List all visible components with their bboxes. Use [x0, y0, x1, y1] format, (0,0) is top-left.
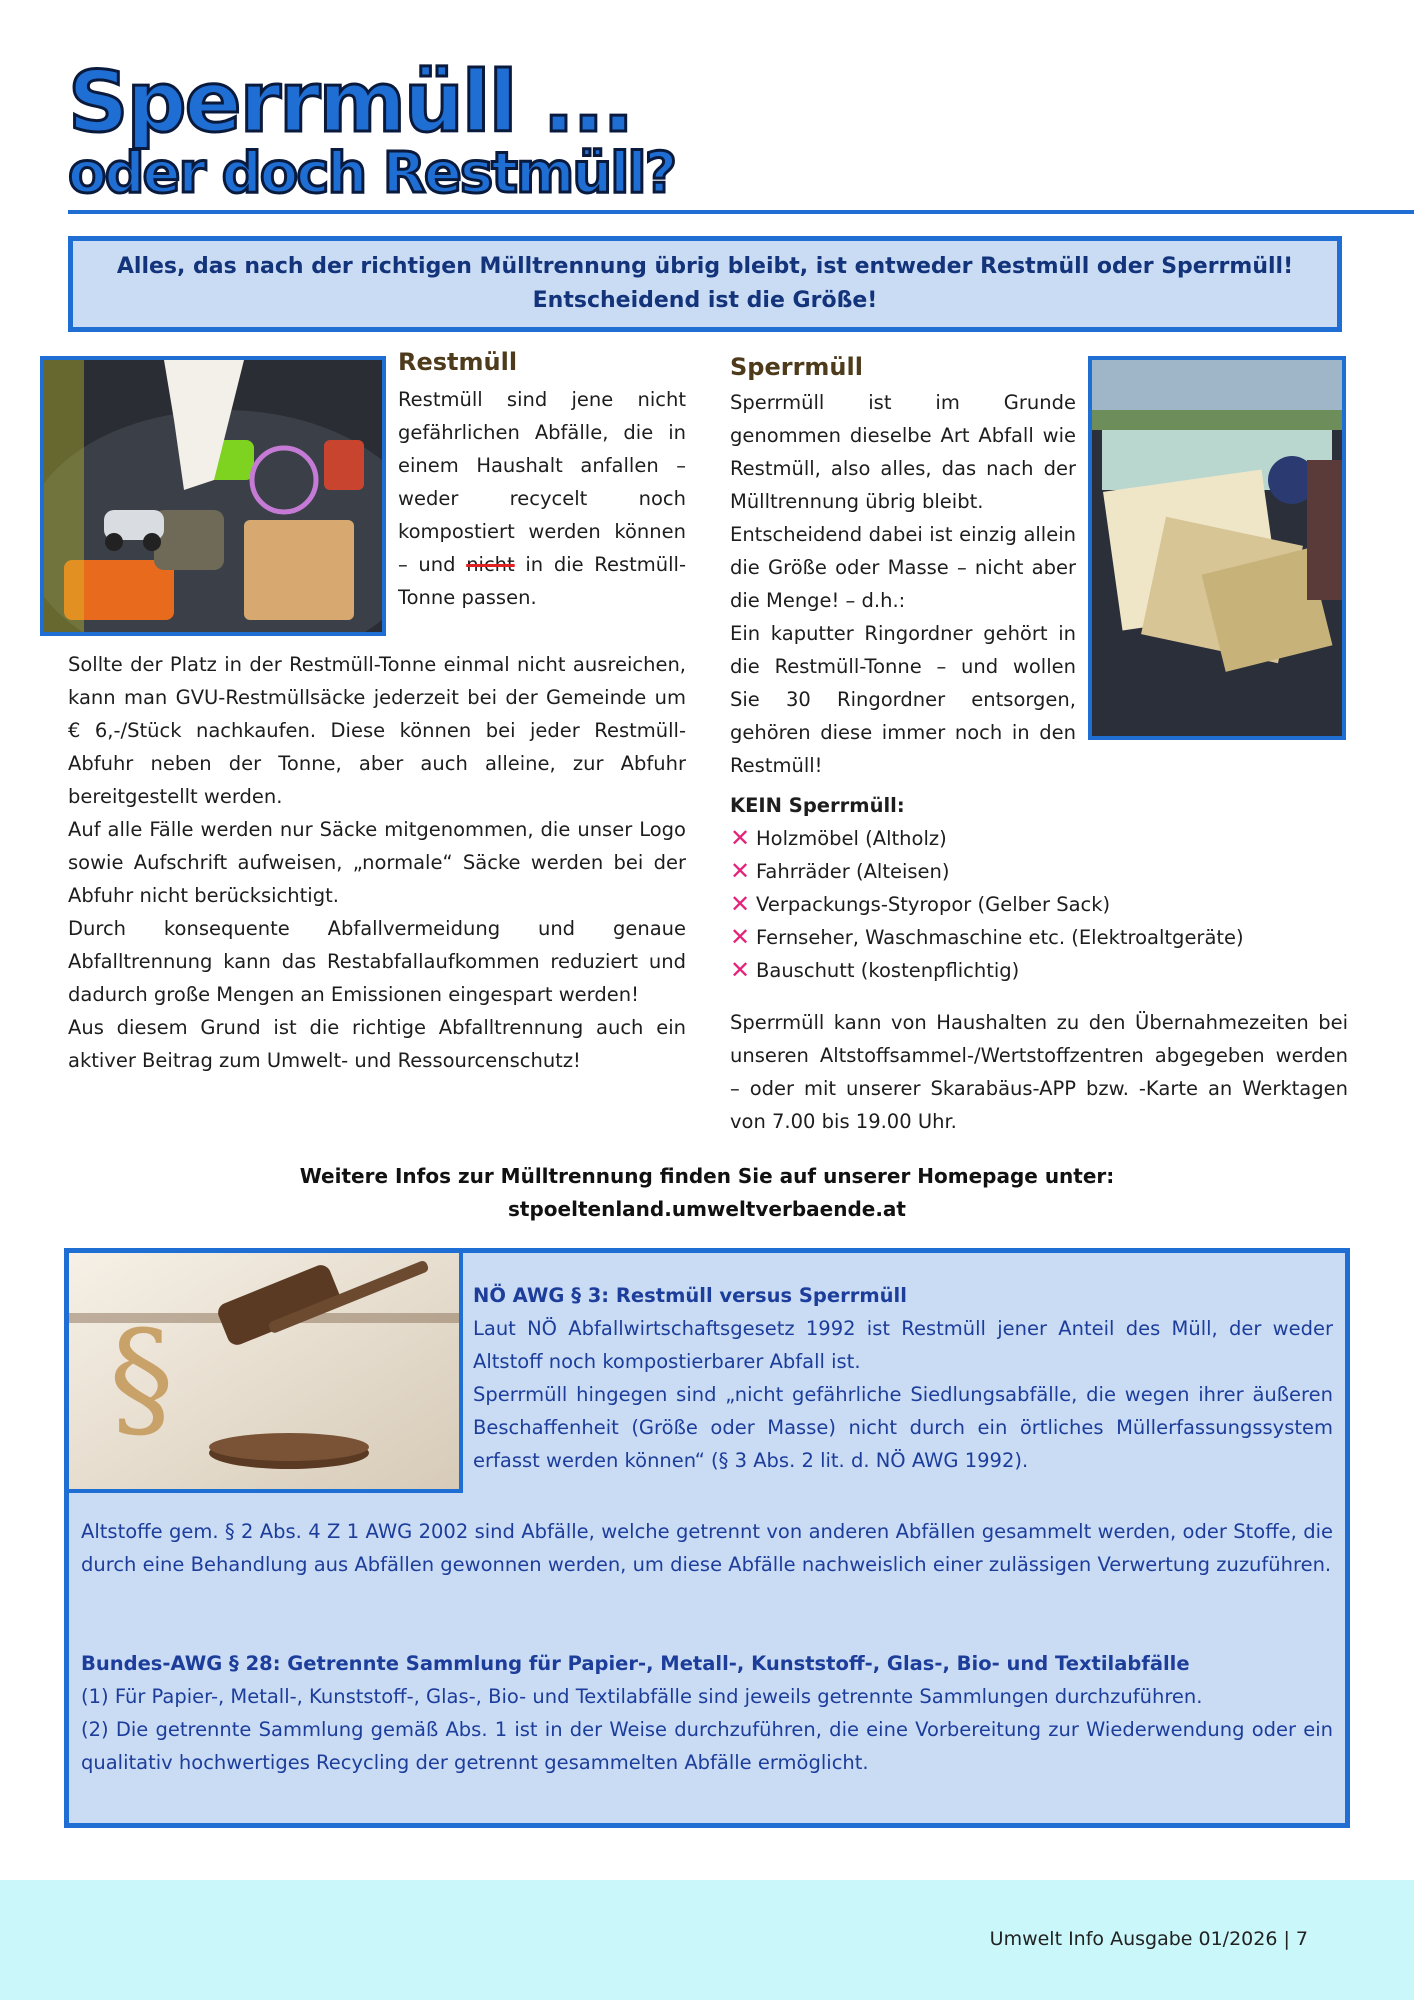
page-title — [68, 53, 676, 206]
footer-issue-page: Umwelt Info Ausgabe 01/2026 | 7 — [989, 1928, 1308, 1950]
sperrmuell-text-upper — [730, 386, 1076, 782]
restmuell-paragraph: Aus diesem Grund ist die richtige Abfalltrennung auch ein aktiver Beitrag zum Umwelt- und Ressourcenschutz! — [68, 1016, 686, 1072]
sperrmuell-p1: Sperrmüll ist im Grunde genommen dieselbe Art Abfall wie Restmüll, also alles, das nach der Mülltrennung übrig bleibt. — [730, 391, 1076, 513]
list-item — [730, 921, 1244, 954]
law-heading-bundes: Bundes-AWG § 28: Getrennte Sammlung für Papier-, Metall-, Kunststoff-, Glas-, Bio- und Textilabfälle — [81, 1652, 1190, 1675]
x-icon: ✕ — [730, 824, 751, 852]
sperrmuell-p3: Ein kaputter Ringordner gehört in die Restmüll-Tonne – und wollen Sie 30 Ringordner entsorgen, gehören diese immer noch in den Restmüll! — [730, 622, 1076, 777]
kein-sperrmuell-label: KEIN Sperrmüll: — [730, 794, 905, 817]
title-line-1: Sperrmüll ... — [68, 53, 633, 151]
homepage-link[interactable]: stpoeltenland.umweltverbaende.at — [508, 1197, 906, 1221]
x-icon: ✕ — [730, 923, 751, 951]
restmuell-bin-illustration — [44, 360, 382, 632]
restmuell-intro-before: Restmüll sind jene nicht gefährlichen Abfälle, die in einem Haushalt anfallen – weder recycelt noch kompostiert werden können – und — [398, 388, 686, 576]
restmuell-body — [68, 648, 686, 1077]
list-item — [730, 954, 1244, 987]
list-item — [730, 822, 1244, 855]
x-icon: ✕ — [730, 890, 751, 918]
sperrmuell-photo — [1088, 356, 1346, 740]
list-item — [730, 855, 1244, 888]
restmuell-paragraph: Auf alle Fälle werden nur Säcke mitgenommen, die unser Logo sowie Aufschrift aufweisen, „normale“ Säcke werden bei der Abfuhr nicht berücksichtigt. — [68, 818, 686, 907]
sperrmuell-p2: Entscheidend dabei ist einzig allein die Größe oder Masse – nicht aber die Menge! – d.h.: — [730, 523, 1076, 612]
restmuell-intro — [398, 383, 686, 614]
law-box — [64, 1248, 1350, 1828]
restmuell-intro-after: in die Restmüll-Tonne passen. — [398, 553, 686, 609]
list-item-label: Bauschutt (kostenpflichtig) — [756, 959, 1020, 982]
svg-text:§: § — [109, 1302, 174, 1454]
gavel-photo — [69, 1253, 463, 1493]
law-paragraph: (1) Für Papier-, Metall-, Kunststoff-, Glas-, Bio- und Textilabfälle sind jeweils getrennte Sammlungen durchzuführen. — [81, 1685, 1203, 1708]
list-item-label: Holzmöbel (Altholz) — [756, 827, 947, 850]
homepage-info-text: Weitere Infos zur Mülltrennung finden Sie auf unserer Homepage unter: — [299, 1164, 1115, 1188]
title-line-2: oder doch Restmüll? — [68, 141, 676, 206]
restmuell-paragraph: Durch konsequente Abfallvermeidung und genaue Abfalltrennung kann das Restabfallaufkommen reduziert und dadurch große Mengen an Emissionen eingespart werden! — [68, 917, 686, 1006]
list-item-label: Verpackungs-Styropor (Gelber Sack) — [756, 893, 1111, 916]
restmuell-photo — [40, 356, 386, 636]
title-divider — [68, 210, 1414, 214]
law-paragraph: Laut NÖ Abfallwirtschaftsgesetz 1992 ist Restmüll jener Anteil des Müll, der weder Altstoff noch kompostierbarer Abfall ist. — [473, 1317, 1333, 1373]
list-item — [730, 888, 1244, 921]
lead-box — [68, 236, 1342, 332]
x-icon: ✕ — [730, 956, 751, 984]
law-section-altstoffe — [81, 1515, 1333, 1581]
law-paragraph: Altstoffe gem. § 2 Abs. 4 Z 1 AWG 2002 sind Abfälle, welche getrennt von anderen Abfällen gesammelt werden, oder Stoffe, die durch eine Behandlung aus Abfällen gewonnen werden, um diese Abfälle nachweislich einer zulässigen Verwertung zuzuführen. — [81, 1520, 1333, 1576]
law-section-bundes — [81, 1647, 1333, 1779]
lead-text: Alles, das nach der richtigen Mülltrennung übrig bleibt, ist entweder Restmüll oder Sperrmüll! Entscheidend ist die Größe! — [116, 254, 1294, 313]
sperrmuell-closing: Sperrmüll kann von Haushalten zu den Übernahmezeiten bei unseren Altstoffsammel-/Wertstoffzentren abgegeben werden – oder mit unserer Skarabäus-APP bzw. -Karte an Werktagen von 7.00 bis 19.00 Uhr. — [730, 1011, 1348, 1133]
law-heading-noe: NÖ AWG § 3: Restmüll versus Sperrmüll — [473, 1284, 907, 1307]
list-item-label: Fahrräder (Alteisen) — [756, 860, 950, 883]
x-icon: ✕ — [730, 857, 751, 885]
restmuell-heading: Restmüll — [398, 348, 518, 376]
law-paragraph: (2) Die getrennte Sammlung gemäß Abs. 1 ist in der Weise durchzuführen, die eine Vorbereitung zur Wiederwendung oder ein qualitativ hochwertiges Recycling der getrennt gesammelten Abfälle ermöglicht. — [81, 1718, 1333, 1774]
law-paragraph: Sperrmüll hingegen sind „nicht gefährliche Siedlungsabfälle, die wegen ihrer äußeren Beschaffenheit (Größe oder Masse) nicht durch ein örtliches Müllerfassungssystem erfasst werden können“ (§ 3 Abs. 2 lit. d. NÖ AWG 1992). — [473, 1383, 1333, 1472]
sperrmuell-container-illustration — [1092, 360, 1342, 736]
kein-sperrmuell-list — [730, 822, 1244, 987]
restmuell-paragraph: Sollte der Platz in der Restmüll-Tonne einmal nicht ausreichen, kann man GVU-Restmüllsäcke jederzeit bei der Gemeinde um € 6,-/Stück nachkaufen. Diese können bei jeder Restmüll-Abfuhr neben der Tonne, aber auch alleine, zur Abfuhr bereitgestellt werden. — [68, 653, 686, 808]
homepage-info — [120, 1160, 1294, 1226]
sperrmuell-heading: Sperrmüll — [730, 353, 863, 381]
law-section-noe — [473, 1279, 1333, 1477]
restmuell-intro-strike: nicht — [466, 553, 515, 576]
list-item-label: Fernseher, Waschmaschine etc. (Elektroaltgeräte) — [756, 926, 1244, 949]
gavel-paragraph-illustration — [69, 1253, 459, 1489]
